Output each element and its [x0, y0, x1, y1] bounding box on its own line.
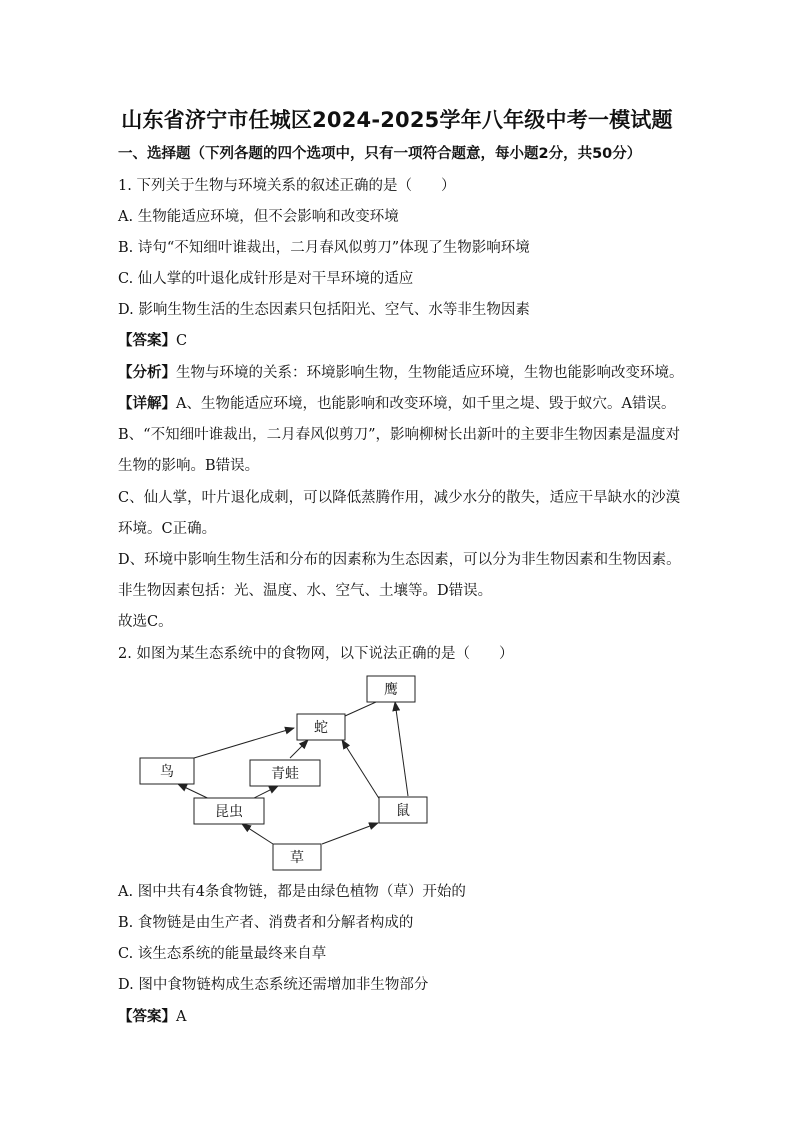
q1-detail: [118, 394, 675, 414]
page-title: 山东省济宁市任城区2024-2025学年八年级中考一模试题: [121, 108, 673, 132]
detail-line: 非生物因素包括：光、温度、水、空气、土壤等。D错误。: [118, 583, 493, 599]
q2-option-c: C. 该生态系统的能量最终来自草: [118, 946, 327, 962]
svg-text:昆虫: 昆虫: [215, 804, 243, 820]
detail-line: C、仙人掌，叶片退化成刺，可以降低蒸腾作用，减少水分的散失，适应干旱缺水的沙漠: [118, 490, 681, 506]
node-frog: [250, 760, 320, 786]
node-insect: [194, 798, 264, 824]
q1-option-d: D. 影响生物生活的生态因素只包括阳光、空气、水等非生物因素: [118, 302, 530, 318]
edge-mouse-hawk: [395, 702, 408, 796]
detail-line: A、生物能适应环境，也能影响和改变环境，如千里之堤、毁于蚁穴。A错误。: [176, 396, 676, 412]
analysis-text: 生物与环境的关系：环境影响生物，生物能适应环境，生物也能影响改变环境。: [176, 365, 684, 381]
svg-text:草: 草: [290, 850, 304, 866]
edge-grass-mouse: [322, 823, 378, 844]
detail-line: 故选C。: [118, 614, 173, 630]
svg-text:青蛙: 青蛙: [271, 766, 299, 782]
answer-value: A: [176, 1009, 187, 1025]
q1-analysis: [118, 363, 684, 383]
node-snake: [297, 714, 345, 740]
svg-text:鼠: 鼠: [396, 803, 410, 819]
q1-option-c: C. 仙人掌的叶退化成针形是对干旱环境的适应: [118, 271, 414, 287]
node-hawk: [367, 676, 415, 702]
svg-text:鹰: 鹰: [384, 682, 398, 698]
answer-value: C: [176, 333, 188, 349]
answer-tag: 【答案】: [118, 1009, 176, 1025]
food-web-diagram: [130, 668, 450, 878]
detail-line: B、“不知细叶谁裁出，二月春风似剪刀”，影响柳树长出新叶的主要非生物因素是温度对: [118, 427, 680, 443]
svg-text:蛇: 蛇: [314, 720, 328, 736]
svg-text:鸟: 鸟: [160, 764, 174, 780]
answer-tag: 【答案】: [118, 333, 176, 349]
node-mouse: [379, 797, 427, 823]
q2-option-a: A. 图中共有4条食物链，都是由绿色植物（草）开始的: [118, 884, 466, 900]
q2-option-b: B. 食物链是由生产者、消费者和分解者构成的: [118, 915, 414, 931]
edge-mouse-snake: [342, 740, 380, 800]
analysis-tag: 【分析】: [118, 365, 176, 381]
node-grass: [273, 844, 321, 870]
edge-bird-snake: [194, 728, 294, 758]
q1-option-a: A. 生物能适应环境，但不会影响和改变环境: [118, 209, 399, 225]
edge-frog-snake: [290, 740, 308, 758]
q1-stem: 1. 下列关于生物与环境关系的叙述正确的是（ ）: [118, 178, 456, 194]
q2-answer: [118, 1007, 186, 1027]
q2-stem: 2. 如图为某生态系统中的食物网，以下说法正确的是（ ）: [118, 646, 514, 662]
detail-line: D、环境中影响生物生活和分布的因素称为生态因素，可以分为非生物因素和生物因素。: [118, 552, 681, 568]
section-heading: 一、选择题（下列各题的四个选项中，只有一项符合题意，每小题2分，共50分）: [118, 146, 642, 162]
detail-line: 生物的影响。B错误。: [118, 458, 260, 474]
detail-line: 环境。C正确。: [118, 521, 217, 537]
q1-option-b: B. 诗句“不知细叶谁裁出，二月春风似剪刀”体现了生物影响环境: [118, 240, 530, 256]
detail-tag: 【详解】: [118, 396, 176, 412]
node-bird: [140, 758, 194, 784]
q2-option-d: D. 图中食物链构成生态系统还需增加非生物部分: [118, 977, 429, 993]
edge-grass-insect: [242, 824, 273, 844]
q1-answer: [118, 331, 187, 351]
